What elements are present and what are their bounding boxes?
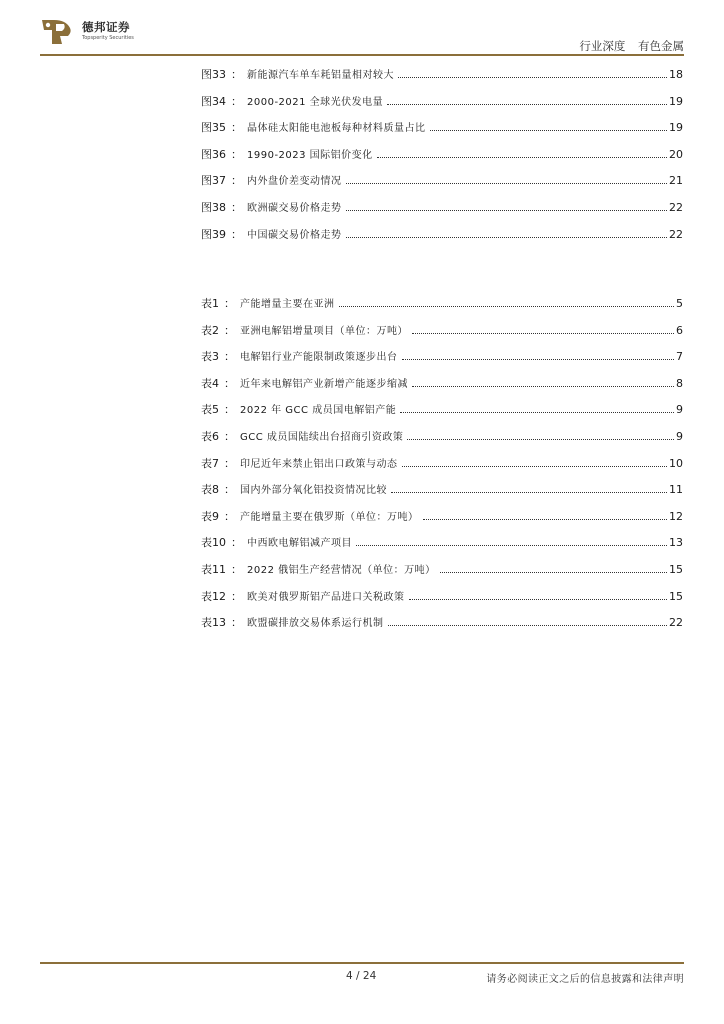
toc-entry-separator: ：	[224, 456, 235, 470]
toc-entry-prefix: 表	[201, 323, 212, 337]
toc-entry[interactable]	[201, 403, 683, 430]
toc-entry[interactable]	[201, 148, 683, 175]
toc-entry[interactable]	[201, 68, 683, 95]
toc-entry-separator: ：	[224, 376, 235, 390]
toc-leader-dots	[391, 483, 667, 493]
toc-entry-prefix: 表	[201, 509, 212, 523]
toc-leader-dots	[346, 228, 668, 238]
toc-entry[interactable]	[201, 377, 683, 404]
table-index	[201, 297, 683, 643]
toc-entry-number: 7	[212, 456, 219, 470]
toc-entry-prefix: 表	[201, 589, 212, 603]
toc-entry-prefix: 表	[201, 616, 212, 630]
toc-leader-dots	[407, 430, 674, 440]
toc-entry-number: 35	[212, 121, 226, 135]
toc-entry-title: 产能增量主要在亚洲	[240, 299, 335, 310]
toc-entry-title: 近年来电解铝产业新增产能逐步缩减	[240, 378, 408, 390]
toc-entry[interactable]	[201, 297, 683, 324]
toc-entry-number: 33	[212, 68, 226, 81]
toc-entry-number: 34	[212, 94, 226, 108]
toc-entry-page: 11	[669, 483, 683, 497]
toc-entry-number: 4	[212, 376, 219, 390]
toc-entry-title: 2022 俄铝生产经营情况（单位：万吨）	[247, 564, 436, 576]
toc-entry-number: 36	[212, 147, 226, 161]
toc-entry-title: 内外盘价差变动情况	[247, 176, 342, 188]
toc-leader-dots	[387, 95, 667, 105]
toc-entry-page: 19	[669, 121, 683, 135]
toc-entry[interactable]	[201, 201, 683, 228]
toc-entry-separator: ：	[231, 68, 242, 81]
toc-entry-page: 13	[669, 536, 683, 550]
toc-entry-page: 20	[669, 147, 683, 161]
toc-entry-prefix: 表	[201, 297, 212, 310]
toc-entry-page: 22	[669, 227, 683, 241]
toc-entry-prefix: 表	[201, 483, 212, 497]
toc-entry-separator: ：	[224, 350, 235, 364]
toc-entry-prefix: 表	[201, 562, 212, 576]
toc-entry-number: 8	[212, 483, 219, 497]
toc-entry-separator: ：	[231, 536, 242, 550]
toc-entry-number: 2	[212, 323, 219, 337]
toc-entry-number: 3	[212, 350, 219, 364]
toc-entry-separator: ：	[231, 589, 242, 603]
toc-entry-prefix: 表	[201, 403, 212, 417]
disclaimer: 请务必阅读正文之后的信息披露和法律声明	[486, 974, 684, 985]
toc-entry-title: 电解铝行业产能限制政策逐步出台	[240, 352, 398, 364]
logo-mark-icon	[40, 16, 74, 46]
toc-entry-page: 21	[669, 174, 683, 188]
toc-entry-title: 1990-2023 国际铝价变化	[247, 149, 373, 161]
toc-entry-prefix: 图	[201, 227, 212, 241]
toc-leader-dots	[398, 68, 667, 78]
report-sector: 有色金属	[638, 39, 684, 53]
toc-entry-separator: ：	[231, 616, 242, 630]
report-type: 行业深度	[579, 39, 626, 53]
toc-leader-dots	[412, 377, 674, 387]
toc-entry[interactable]	[201, 430, 683, 457]
toc-leader-dots	[377, 148, 667, 158]
toc-entry-title: 印尼近年来禁止铝出口政策与动态	[240, 458, 398, 470]
toc-entry-prefix: 图	[201, 147, 212, 161]
toc-entry-number: 10	[212, 536, 226, 550]
toc-entry-separator: ：	[231, 147, 242, 161]
header-divider	[40, 54, 684, 56]
toc-entry-number: 39	[212, 227, 226, 241]
toc-entry-prefix: 图	[201, 174, 212, 188]
toc-entry-separator: ：	[231, 121, 242, 135]
toc-entry-title: GCC 成员国陆续出台招商引资政策	[240, 431, 404, 443]
toc-entry[interactable]	[201, 510, 683, 537]
toc-entry-title: 欧盟碳排放交易体系运行机制	[247, 618, 384, 630]
toc-leader-dots	[423, 510, 668, 520]
logo-company-name: 德邦证券	[82, 20, 130, 34]
toc-entry-prefix: 表	[201, 456, 212, 470]
toc-leader-dots	[339, 297, 675, 307]
toc-leader-dots	[388, 616, 668, 626]
toc-entry-separator: ：	[231, 200, 242, 214]
toc-entry-separator: ：	[224, 483, 235, 497]
toc-entry-separator: ：	[224, 429, 235, 443]
toc-entry-number: 1	[212, 297, 219, 310]
toc-entry[interactable]	[201, 228, 683, 255]
toc-entry-title: 亚洲电解铝增量项目（单位：万吨）	[240, 325, 408, 337]
toc-entry-page: 15	[669, 589, 683, 603]
toc-leader-dots	[412, 324, 674, 334]
toc-entry-page: 15	[669, 562, 683, 576]
toc-entry[interactable]	[201, 483, 683, 510]
toc-entry-prefix: 表	[201, 376, 212, 390]
toc-entry-page: 18	[669, 68, 683, 81]
toc-entry[interactable]	[201, 121, 683, 148]
toc-leader-dots	[409, 590, 668, 600]
toc-entry-title: 中西欧电解铝减产项目	[247, 538, 352, 550]
toc-entry[interactable]	[201, 95, 683, 122]
toc-entry-title: 2000-2021 全球光伏发电量	[247, 96, 384, 108]
toc-entry-prefix: 表	[201, 536, 212, 550]
toc-entry-title: 新能源汽车单车耗铝量相对较大	[247, 70, 394, 81]
toc-entry-number: 37	[212, 174, 226, 188]
toc-entry-page: 10	[669, 456, 683, 470]
toc-entry-separator: ：	[224, 509, 235, 523]
toc-entry-separator: ：	[224, 403, 235, 417]
toc-entry-separator: ：	[224, 297, 235, 310]
toc-entry-prefix: 图	[201, 68, 212, 81]
toc-entry[interactable]	[201, 590, 683, 617]
toc-entry-page: 5	[676, 297, 683, 310]
toc-leader-dots	[440, 563, 667, 573]
toc-entry-page: 9	[676, 403, 683, 417]
toc-leader-dots	[402, 457, 668, 467]
figure-index	[201, 68, 683, 254]
toc-entry-title: 2022 年 GCC 成员国电解铝产能	[240, 405, 397, 417]
toc-entry-page: 19	[669, 94, 683, 108]
toc-entry[interactable]	[201, 350, 683, 377]
toc-leader-dots	[400, 403, 674, 413]
toc-entry-title: 晶体硅太阳能电池板每种材料质量占比	[247, 123, 426, 135]
company-logo	[40, 16, 150, 48]
toc-entry-title: 国内外部分氧化铝投资情况比较	[240, 485, 387, 497]
toc-entry-number: 6	[212, 429, 219, 443]
toc-entry-page: 12	[669, 509, 683, 523]
page-header	[40, 16, 684, 56]
toc-entry-prefix: 图	[201, 121, 212, 135]
toc-entry[interactable]	[201, 324, 683, 351]
report-category	[579, 38, 684, 54]
toc-entry[interactable]	[201, 174, 683, 201]
toc-entry-separator: ：	[231, 562, 242, 576]
toc-leader-dots	[346, 201, 668, 211]
toc-entry-title: 欧美对俄罗斯铝产品进口关税政策	[247, 591, 405, 603]
toc-entry[interactable]	[201, 536, 683, 563]
toc-leader-dots	[346, 174, 668, 184]
logo-company-name-en: Topsperity Securities	[82, 35, 134, 41]
toc-entry-page: 6	[676, 323, 683, 337]
toc-entry-page: 8	[676, 376, 683, 390]
toc-entry-separator: ：	[231, 227, 242, 241]
toc-entry-page: 22	[669, 200, 683, 214]
toc-leader-dots	[356, 536, 667, 546]
toc-entry-prefix: 表	[201, 350, 212, 364]
toc-entry-page: 7	[676, 350, 683, 364]
toc-entry-prefix: 图	[201, 94, 212, 108]
toc-entry-title: 中国碳交易价格走势	[247, 229, 342, 241]
footer-divider	[40, 962, 684, 964]
toc-entry-number: 12	[212, 589, 226, 603]
toc-entry-title: 产能增量主要在俄罗斯（单位：万吨）	[240, 511, 419, 523]
toc-entry-number: 9	[212, 509, 219, 523]
toc-entry[interactable]	[201, 563, 683, 590]
toc-entry-page: 22	[669, 616, 683, 630]
toc-entry-separator: ：	[231, 94, 242, 108]
toc-entry-separator: ：	[231, 174, 242, 188]
toc-entry-separator: ：	[224, 323, 235, 337]
toc-leader-dots	[430, 121, 668, 131]
toc-entry-prefix: 图	[201, 200, 212, 214]
toc-entry[interactable]	[201, 616, 683, 643]
toc-leader-dots	[402, 350, 675, 360]
toc-entry-page: 9	[676, 429, 683, 443]
toc-entry-number: 13	[212, 616, 226, 630]
toc-entry-prefix: 表	[201, 429, 212, 443]
toc-entry-number: 5	[212, 403, 219, 417]
toc-entry-number: 11	[212, 562, 226, 576]
page-number: 4 / 24	[346, 970, 377, 982]
toc-entry-title: 欧洲碳交易价格走势	[247, 202, 342, 214]
toc-entry[interactable]	[201, 457, 683, 484]
toc-entry-number: 38	[212, 200, 226, 214]
